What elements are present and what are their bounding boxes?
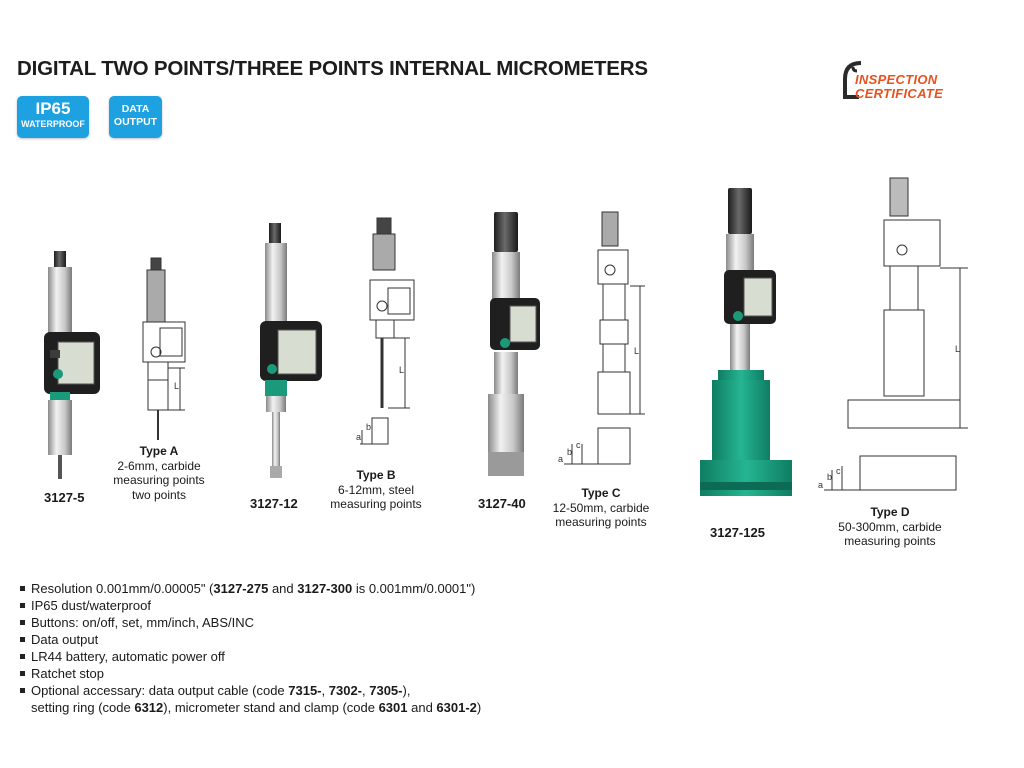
type-a-name: Type A [139, 444, 179, 458]
type-d-line: 50-300mm, carbide [838, 519, 942, 534]
type-d-dimension-b: b [827, 472, 833, 482]
feature-item: Optional accessary: data output cable (code 7315-, 7302-, 7305-), [20, 682, 481, 699]
feature-item: Data output [20, 631, 481, 648]
type-c-dimension-b: b [567, 447, 573, 457]
type-b-name: Type B [356, 468, 396, 482]
certificate-line1: INSPECTION [855, 72, 938, 87]
ip65-label: IP65 [35, 99, 71, 118]
type-c-line: measuring points [555, 515, 647, 529]
type-c-line: 12-50mm, carbide [552, 500, 650, 515]
type-b-drawing [360, 218, 414, 444]
data-output-line1: DATA [121, 103, 150, 115]
type-b-dimension-b: b [366, 422, 372, 432]
type-d-dimension-l: L [955, 344, 961, 354]
model-3127-40: 3127-40 [478, 496, 526, 511]
type-c-dimension-a: a [558, 454, 564, 464]
feature-item: Resolution 0.001mm/0.00005" (3127-275 and 3127-300 is 0.001mm/0.0001") [20, 580, 481, 597]
micrometer-3127-125 [700, 188, 792, 496]
micrometer-3127-40 [488, 212, 540, 476]
type-b-dimension-a: a [356, 432, 362, 442]
type-a-dimension-l: L [174, 381, 180, 391]
type-d-name: Type D [870, 505, 910, 519]
feature-item-continuation: setting ring (code 6312), micrometer stand and clamp (code 6301 and 6301-2) [31, 700, 482, 715]
type-d-drawing [824, 178, 968, 490]
type-d-dimension-a: a [818, 480, 824, 490]
feature-item: IP65 dust/waterproof [20, 597, 481, 614]
certificate-line2: CERTIFICATE [855, 86, 944, 101]
feature-list [20, 580, 481, 716]
waterproof-label: WATERPROOF [21, 119, 85, 129]
type-a-line: measuring points [113, 473, 205, 487]
type-a-drawing [143, 258, 185, 440]
type-a-line: 2-6mm, carbide [117, 458, 201, 473]
type-b-dimension-l: L [399, 365, 405, 375]
micrometer-3127-5 [44, 251, 100, 479]
feature-item: Buttons: on/off, set, mm/inch, ABS/INC [20, 614, 481, 631]
data-output-line2: OUTPUT [113, 116, 158, 128]
type-d-caption [832, 505, 948, 549]
feature-item: Ratchet stop [20, 665, 481, 682]
micrometer-3127-12 [260, 223, 322, 478]
model-3127-125: 3127-125 [710, 525, 765, 540]
type-c-dimension-c: c [576, 440, 581, 450]
type-c-drawing [564, 212, 645, 464]
type-a-line: two points [131, 487, 187, 502]
type-b-line: 6-12mm, steel [337, 482, 415, 497]
type-c-dimension-l: L [634, 346, 640, 356]
page-title: DIGITAL TWO POINTS/THREE POINTS INTERNAL MICROMETERS [17, 57, 648, 80]
model-3127-12: 3127-12 [250, 496, 298, 511]
type-d-line: measuring points [844, 534, 936, 548]
type-b-line: measuring points [330, 497, 422, 511]
feature-item: LR44 battery, automatic power off [20, 648, 481, 665]
type-d-dimension-c: c [836, 466, 841, 476]
type-c-name: Type C [581, 486, 621, 500]
type-b-caption [322, 468, 430, 512]
type-c-caption [545, 486, 657, 530]
model-3127-5: 3127-5 [44, 490, 85, 505]
type-a-caption [107, 444, 211, 502]
